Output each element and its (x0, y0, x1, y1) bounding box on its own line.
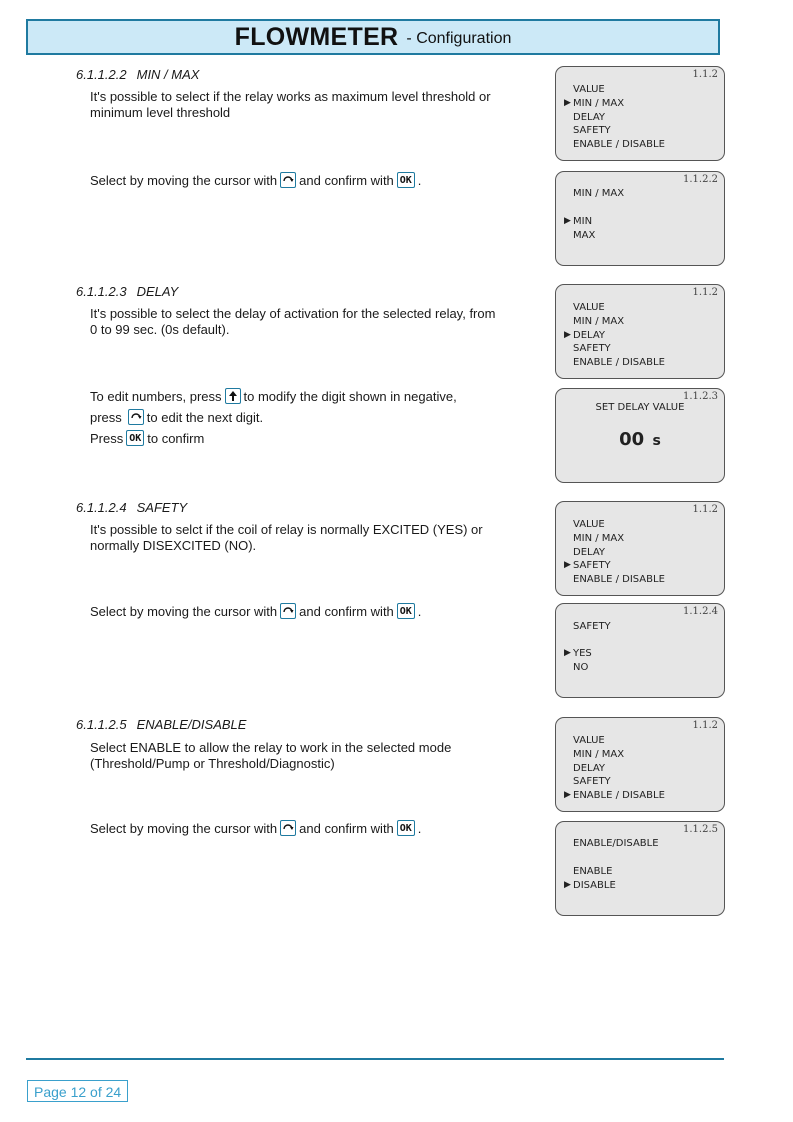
display-enable-disable (555, 821, 725, 916)
section-name: SAFETY (136, 500, 188, 515)
menu-item-min-max: MIN / MAX (573, 748, 625, 760)
option-min: ▶ MIN (564, 216, 593, 227)
instruction-line: Select by moving the cursor with and confirm with OK . (90, 603, 422, 619)
edit-instruction-line-2: press to edit the next digit. (90, 409, 264, 425)
edit-instruction-line-3: Press OK to confirm (90, 430, 205, 446)
instruction-line: Select by moving the cursor with and confirm with OK . (90, 820, 422, 836)
edit-instruction-line-1: To edit numbers, press to modify the digit shown in negative, (90, 388, 457, 404)
up-arrow-key-icon (225, 388, 241, 404)
cursor-icon: ▶ (564, 879, 571, 890)
section-name: ENABLE/DISABLE (136, 717, 247, 732)
cursor-icon: ▶ (564, 648, 571, 658)
section-text: It's possible to select if the relay works as maximum level threshold or minimum level threshold (90, 89, 491, 120)
cursor-icon: ▶ (564, 216, 571, 226)
section-text: It's possible to select the delay of activation for the selected relay, from 0 to 99 sec. (0s default). (90, 306, 496, 337)
cursor-icon: ▶ (564, 790, 571, 801)
page-subtitle: - Configuration (406, 30, 512, 47)
page-number: Page 12 of 24 (27, 1080, 128, 1102)
section-name: MIN / MAX (136, 67, 200, 82)
menu-item-delay: DELAY (573, 762, 605, 774)
section-heading-delay (76, 284, 178, 299)
display-min-max (555, 171, 725, 266)
instruction-text: and confirm with (299, 172, 394, 188)
option-max: MAX (573, 229, 596, 241)
menu-item-value: VALUE (573, 84, 605, 95)
menu-item-safety: SAFETY (573, 776, 611, 788)
display-menu-relay (555, 501, 725, 596)
option-no: NO (573, 661, 589, 673)
display-set-delay (555, 388, 725, 483)
display-menu-relay (555, 66, 725, 161)
option-yes: ▶ YES (564, 648, 592, 659)
ok-key-icon: OK (397, 820, 415, 836)
display-code: 1.1.2.3 (683, 391, 718, 402)
instruction-text: Select by moving the cursor with (90, 172, 278, 188)
display-code: 1.1.2 (692, 287, 718, 298)
display-code: 1.1.2.5 (683, 824, 718, 835)
menu-item-delay: DELAY (573, 546, 605, 558)
section-heading-enable-disable (76, 717, 246, 732)
menu-item-value: VALUE (573, 519, 605, 530)
section-heading-min-max (76, 67, 199, 82)
scroll-key-icon (280, 172, 296, 188)
ok-key-icon: OK (397, 172, 415, 188)
scroll-key-icon (128, 409, 144, 425)
menu-item-enable-disable: ENABLE / DISABLE (573, 357, 665, 369)
ok-key-icon: OK (397, 603, 415, 619)
menu-item-safety: ▶ SAFETY (564, 560, 611, 572)
menu-item-min-max: MIN / MAX (573, 315, 625, 327)
display-heading: SET DELAY VALUE (595, 402, 685, 413)
section-name: DELAY (136, 284, 179, 299)
delay-value: 00 s (619, 429, 661, 450)
cursor-icon: ▶ (564, 560, 571, 571)
menu-item-delay: DELAY (573, 111, 605, 123)
ok-key-icon: OK (126, 430, 144, 446)
menu-item-min-max: ▶ MIN / MAX (564, 97, 625, 109)
display-code: 1.1.2 (692, 69, 718, 80)
cursor-icon: ▶ (564, 97, 571, 108)
display-safety (555, 603, 725, 698)
option-disable: ▶ DISABLE (564, 879, 616, 891)
instruction-line (90, 172, 421, 188)
instruction-text: . (417, 172, 422, 188)
scroll-key-icon (280, 603, 296, 619)
menu-item-min-max: MIN / MAX (573, 532, 625, 544)
display-heading: MIN / MAX (573, 188, 625, 199)
display-heading: SAFETY (573, 621, 611, 632)
option-enable: ENABLE (573, 866, 613, 877)
footer-divider (26, 1058, 724, 1060)
display-code: 1.1.2 (692, 504, 718, 515)
section-heading-safety (76, 500, 187, 515)
display-menu-relay (555, 717, 725, 812)
menu-item-enable-disable: ▶ ENABLE / DISABLE (564, 790, 665, 802)
display-code: 1.1.2.2 (683, 174, 718, 185)
page-title: FLOWMETER (234, 22, 399, 51)
display-menu-relay (555, 284, 725, 379)
section-number: 6.1.1.2.5 (76, 717, 127, 732)
menu-item-delay: ▶ DELAY (564, 329, 605, 341)
menu-item-enable-disable: ENABLE / DISABLE (573, 139, 665, 151)
display-heading: ENABLE/DISABLE (573, 838, 659, 849)
display-code: 1.1.2.4 (683, 606, 718, 617)
scroll-key-icon (280, 820, 296, 836)
page-header (26, 19, 720, 55)
section-text: Select ENABLE to allow the relay to work in the selected mode (Threshold/Pump or Threshold/Diagnostic) (90, 740, 452, 771)
section-number: 6.1.1.2.2 (76, 67, 127, 82)
menu-item-safety: SAFETY (573, 125, 611, 137)
display-code: 1.1.2 (692, 720, 718, 731)
cursor-icon: ▶ (564, 329, 571, 340)
menu-item-enable-disable: ENABLE / DISABLE (573, 574, 665, 586)
menu-item-value: VALUE (573, 302, 605, 313)
section-number: 6.1.1.2.4 (76, 500, 127, 515)
section-text: It's possible to selct if the coil of relay is normally EXCITED (YES) or normally DISEXCITED (NO). (90, 522, 483, 553)
section-number: 6.1.1.2.3 (76, 284, 127, 299)
menu-item-value: VALUE (573, 735, 605, 746)
menu-item-safety: SAFETY (573, 343, 611, 355)
